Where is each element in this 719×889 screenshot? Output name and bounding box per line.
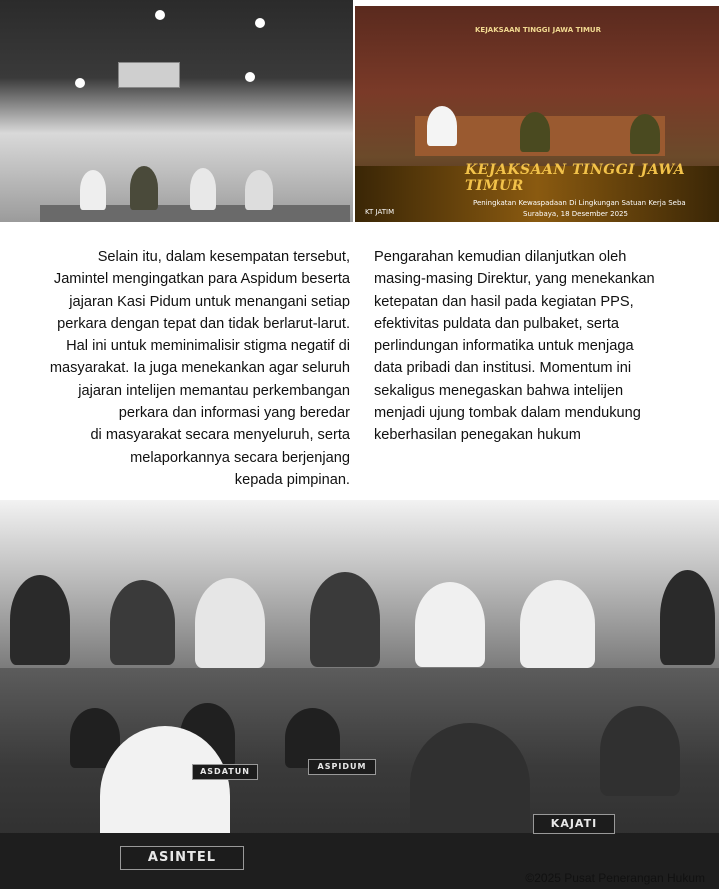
article-line: Pengarahan kemudian dilanjutkan oleh <box>374 249 627 265</box>
attendee <box>660 570 715 665</box>
article-line: perkara dan informasi yang beredar <box>118 405 350 422</box>
nameplate-asintel: ASINTEL <box>120 846 244 870</box>
ceiling-light <box>75 78 85 88</box>
article-line: masyarakat. Ia juga menekankan agar seluruh <box>49 360 350 377</box>
attendee <box>310 572 380 667</box>
photo-video-conference <box>355 6 719 222</box>
ceiling-light <box>245 72 255 82</box>
banner-title: KEJAKSAAN TINGGI JAWA TIMUR <box>465 162 686 194</box>
attendee <box>195 578 265 668</box>
nameplate-asdatun: ASDATUN <box>192 764 258 780</box>
article-line: menjadi ujung tombak dalam mendukung <box>374 405 641 422</box>
attendee <box>520 580 595 668</box>
participant-label: KT JATIM <box>365 208 395 216</box>
attendee <box>80 170 106 210</box>
ceiling-light <box>255 18 265 28</box>
article-line: ketepatan dan hasil pada kegiatan PPS, <box>374 293 634 310</box>
copyright-text: ©2025 Pusat Penerangan Hukum <box>525 871 705 885</box>
article-line: kepada pimpinan. <box>234 471 350 488</box>
article-line: keberhasilan penegakan hukum <box>374 427 581 444</box>
nameplate-kajati: KAJATI <box>533 814 615 834</box>
attendee <box>410 723 530 848</box>
attendee <box>427 106 457 146</box>
wall-sign: KEJAKSAAN TINGGI JAWA TIMUR <box>475 26 601 34</box>
article-line: jajaran intelijen memantau perkembangan <box>78 382 350 399</box>
attendee <box>130 166 158 210</box>
ac-vent <box>118 62 180 88</box>
article-line: Jamintel mengingatkan para Aspidum beserta <box>53 271 350 288</box>
article-line: sekaligus menegaskan bahwa intelijen <box>374 382 624 399</box>
banner-date: Surabaya, 18 Desember 2025 <box>523 210 628 218</box>
banner-subtitle: Peningkatan Kewaspadaan Di Lingkungan Satuan Kerja Seba <box>473 199 686 207</box>
article-line: Hal ini untuk meminimalisir stigma negatif di <box>66 338 350 355</box>
ceiling-light <box>155 10 165 20</box>
attendee <box>190 168 216 210</box>
photo-meeting-room <box>0 0 353 222</box>
article-line: melaporkannya secara berjenjang <box>130 449 350 466</box>
attendee <box>415 582 485 667</box>
attendee <box>10 575 70 665</box>
article-line: perlindungan informatika untuk menjaga <box>374 338 634 355</box>
article-line: jajaran Kasi Pidum untuk menangani setiap <box>69 293 350 310</box>
photo-officials-nameplates <box>0 668 719 889</box>
article-line: di masyarakat secara menyeluruh, serta <box>90 427 350 444</box>
attendee <box>520 112 550 152</box>
attendee <box>110 580 175 665</box>
article-left-column <box>16 246 350 491</box>
article-right-column <box>374 246 704 447</box>
article-line: data pribadi dan institusi. Momentum ini <box>374 360 632 377</box>
photo-officials-row <box>0 500 719 670</box>
attendee <box>600 706 680 796</box>
article-line: masing-masing Direktur, yang menekankan <box>374 271 655 288</box>
article-line: perkara dengan tepat dan tidak berlarut-larut. <box>57 315 350 332</box>
nameplate-aspidum: ASPIDUM <box>308 759 376 775</box>
attendee <box>245 170 273 210</box>
conference-banner <box>355 162 719 222</box>
article-line: Selain itu, dalam kesempatan tersebut, <box>97 249 350 265</box>
article-line: efektivitas puldata dan pulbaket, serta <box>374 315 620 332</box>
attendee <box>630 114 660 154</box>
